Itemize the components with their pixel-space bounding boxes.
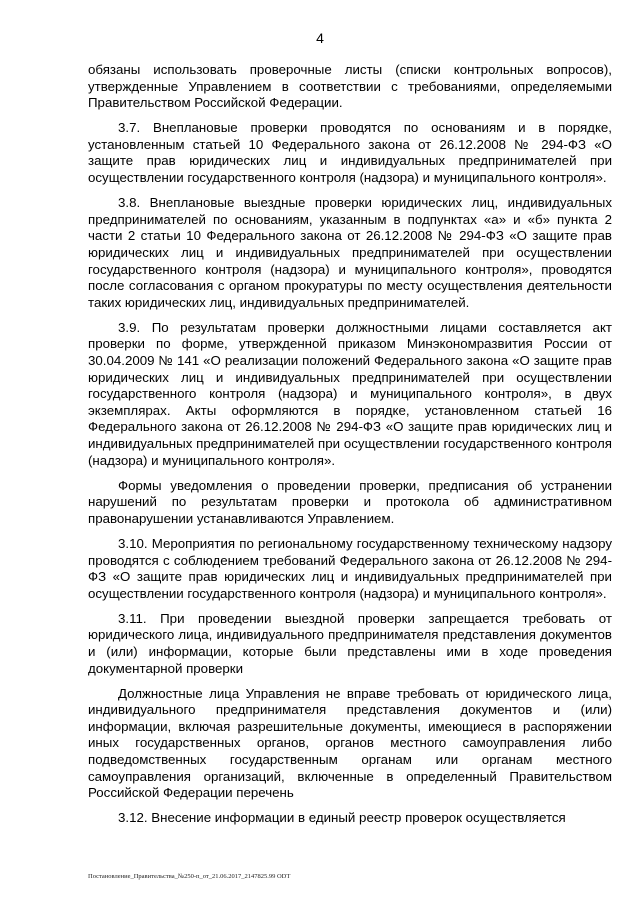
paragraph-3-9: 3.9. По результатам проверки должностными лицами составляется акт проверки по форме, утвержденной приказом Минэкономразвития России от 30.04.2009 № 141 «О реализации положений Федерального закона «О защите прав юридических лиц и индивидуальных предпринимателей при осуществлении государственного контроля (надзора) и муниципального контроля», в двух экземплярах. Акты оформляются в порядке, установленном статьей 16 Федерального закона от 26.12.2008 № 294-ФЗ «О защите прав юридических лиц и индивидуальных предпринимателей при осуществлении государственного контроля (надзора) и муниципального контроля». bbox=[88, 319, 612, 468]
paragraph-officials: Должностные лица Управления не вправе требовать от юридического лица, индивидуального предпринимателя представления документов и (или) информации, включая разрешительные документы, имеющиеся в распоряжении иных государственных органов, органов местного самоуправления либо подведомственных государственным органам или органам местного самоуправления организаций, включенные в определенный Правительством Российской Федерации перечень bbox=[88, 685, 612, 801]
paragraph-3-8: 3.8. Внеплановые выездные проверки юридических лиц, индивидуальных предпринимателей по основаниям, указанным в подпунктах «а» и «б» пункта 2 части 2 статьи 10 Федерального закона от 26.12.2008 № 294-ФЗ «О защите прав юридических лиц и индивидуальных предпринимателей при осуществлении государственного контроля (надзора) и муниципального контроля», проводятся после согласования с органом прокуратуры по месту осуществления деятельности таких юридических лиц, индивидуальных предпринимателей. bbox=[88, 195, 612, 310]
document-body bbox=[88, 62, 612, 827]
paragraph-forms: Формы уведомления о проведении проверки, предписания об устранении нарушений по результатам проверки и протокола об административном правонарушении устанавливаются Управлением. bbox=[88, 477, 612, 526]
paragraph-continuation: обязаны использовать проверочные листы (списки контрольных вопросов), утвержденные Управлением в соответствии с требованиями, определяемыми Правительством Российской Федерации. bbox=[88, 62, 612, 111]
paragraph-3-10: 3.10. Мероприятия по региональному государственному техническому надзору проводятся с соблюдением требований Федерального закона от 26.12.2008 № 294-ФЗ «О защите прав юридических лиц и индивидуальных предпринимателей при осуществлении государственного контроля (надзора) и муниципального контроля». bbox=[88, 535, 612, 601]
paragraph-3-11: 3.11. При проведении выездной проверки запрещается требовать от юридического лица, индивидуального предпринимателя представления документов и (или) информации, которые были представлены ими в ходе проведения документарной проверки bbox=[88, 610, 612, 676]
footer-file-name: Постановление_Правительства_№250-п_от_21.06.2017_2147825.99 ODT bbox=[88, 873, 291, 880]
paragraph-3-7: 3.7. Внеплановые проверки проводятся по основаниям и в порядке, установленным статьей 10 Федерального закона от 26.12.2008 № 294-ФЗ «О защите прав юридических лиц и индивидуальных предпринимателей при осуществлении государственного контроля (надзора) и муниципального контроля». bbox=[88, 120, 612, 186]
paragraph-3-12: 3.12. Внесение информации в единый реестр проверок осуществляется bbox=[118, 810, 566, 826]
page-number: 4 bbox=[316, 30, 324, 46]
